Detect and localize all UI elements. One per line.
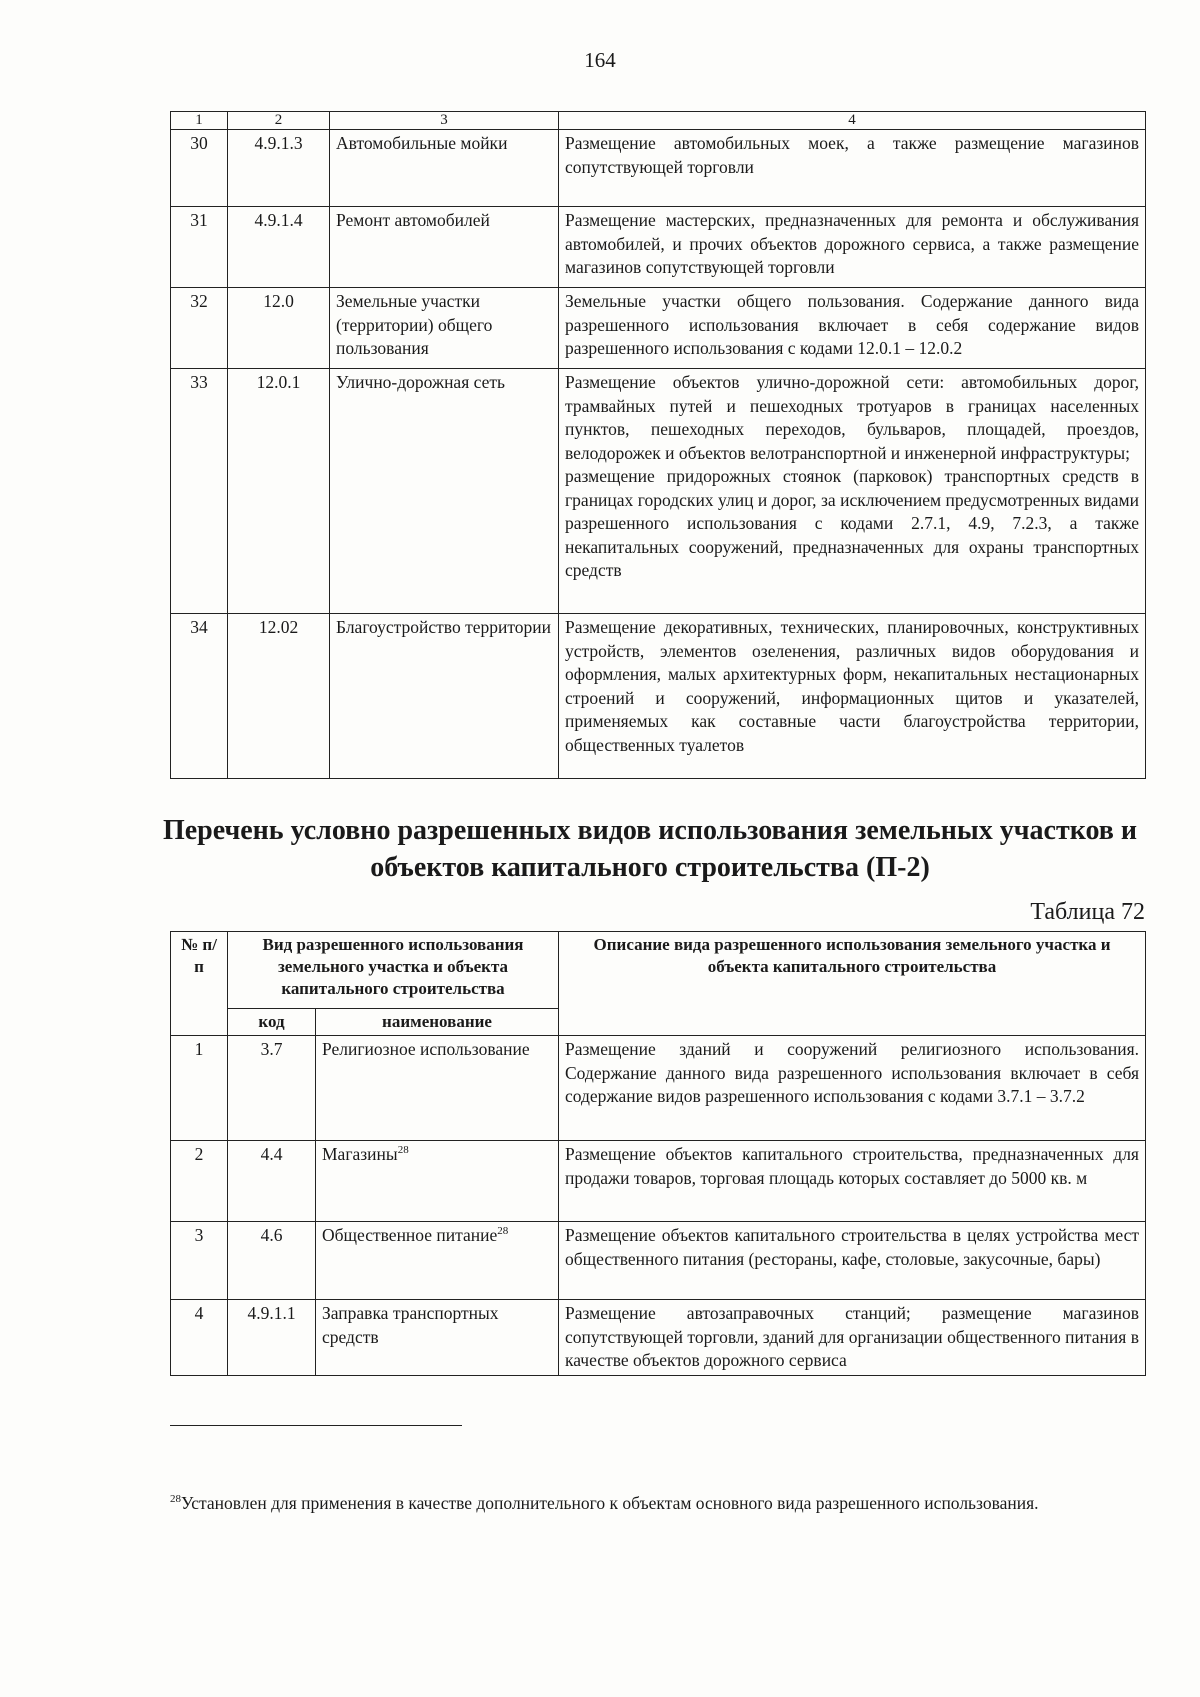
- row-code: 4.9.1.3: [228, 130, 330, 207]
- column-number: 1: [171, 112, 228, 130]
- table-row: [171, 614, 1146, 779]
- row-description: Земельные участки общего пользования. Содержание данного вида разрешенного использования включает в себя содержание видов разрешенного использования с кодами 12.0.1 – 12.0.2: [559, 288, 1146, 369]
- column-number: 4: [559, 112, 1146, 130]
- row-name: [316, 1222, 559, 1300]
- row-number: 32: [171, 288, 228, 369]
- row-number: 4: [171, 1300, 228, 1376]
- row-name: Автомобильные мойки: [330, 130, 559, 207]
- header-kind: Вид разрешенного использования земельного участка и объекта капитального строительства: [228, 932, 559, 1009]
- row-name: Благоустройство территории: [330, 614, 559, 779]
- footnote: [170, 1491, 1145, 1515]
- column-number-row: [171, 112, 1146, 130]
- table-row: [171, 1141, 1146, 1222]
- row-description: [559, 369, 1146, 614]
- header-name: наименование: [316, 1009, 559, 1036]
- row-code: 3.7: [228, 1036, 316, 1141]
- row-name-text: Общественное питание: [322, 1225, 498, 1245]
- table-row: [171, 288, 1146, 369]
- row-description: Размещение объектов капитального строительства в целях устройства мест общественного питания (рестораны, кафе, столовые, закусочные, бары): [559, 1222, 1146, 1300]
- row-number: 31: [171, 207, 228, 288]
- row-description: Размещение автомобильных моек, а также размещение магазинов сопутствующей торговли: [559, 130, 1146, 207]
- row-description: Размещение зданий и сооружений религиозного использования. Содержание данного вида разрешенного использования включает в себя содержание видов разрешенного использования с кодами 3.7.1 – 3.7.2: [559, 1036, 1146, 1141]
- row-description-part: Размещение объектов улично-дорожной сети: автомобильных дорог, трамвайных путей и пешеходных тротуаров в границах населенных пунктов, пешеходных переходов, бульваров, площадей, проездов, велодорожек и объектов велотранспортной и инженерной инфраструктуры;: [565, 372, 1139, 463]
- table-row: [171, 207, 1146, 288]
- page-number: 164: [584, 48, 616, 72]
- row-name: [316, 1036, 559, 1141]
- header-description: Описание вида разрешенного использования земельного участка и объекта капитального строительства: [559, 932, 1146, 1036]
- table-row: [171, 369, 1146, 614]
- section-title: Перечень условно разрешенных видов использования земельных участков и объектов капитального строительства (П-2): [162, 815, 1138, 883]
- row-name: Ремонт автомобилей: [330, 207, 559, 288]
- row-number: 1: [171, 1036, 228, 1141]
- row-name-text: Магазины: [322, 1144, 398, 1164]
- row-code: 12.0: [228, 288, 330, 369]
- continued-table: [170, 111, 1146, 779]
- footnote-text: Установлен для применения в качестве дополнительного к объектам основного вида разрешенного использования.: [181, 1493, 1039, 1513]
- footnote-ref: 28: [497, 1225, 509, 1238]
- row-code: 4.6: [228, 1222, 316, 1300]
- row-number: 2: [171, 1141, 228, 1222]
- row-name: [316, 1141, 559, 1222]
- row-name: Улично-дорожная сеть: [330, 369, 559, 614]
- table-row: [171, 130, 1146, 207]
- header-number: № п/п: [171, 932, 228, 1036]
- table-header-row: [171, 932, 1146, 1009]
- row-number: 3: [171, 1222, 228, 1300]
- row-number: 34: [171, 614, 228, 779]
- conditional-uses-table: [170, 931, 1146, 1376]
- row-description: Размещение автозаправочных станций; размещение магазинов сопутствующей торговли, зданий для организации общественного питания в качестве объектов дорожного сервиса: [559, 1300, 1146, 1376]
- row-code: 12.0.1: [228, 369, 330, 614]
- row-description: Размещение декоративных, технических, планировочных, конструктивных устройств, элементов озеленения, различных видов оборудования и оформления, малых архитектурных форм, некапитальных нестационарных строений и сооружений, информационных щитов и указателей, применяемых как составные части благоустройства территории, общественных туалетов: [559, 614, 1146, 779]
- footnote-separator: [170, 1425, 462, 1426]
- row-code: 4.4: [228, 1141, 316, 1222]
- row-number: 30: [171, 130, 228, 207]
- column-number: 3: [330, 112, 559, 130]
- table-row: [171, 1036, 1146, 1141]
- footnote-ref: 28: [397, 1144, 409, 1157]
- row-code: 4.9.1.4: [228, 207, 330, 288]
- row-description: Размещение мастерских, предназначенных для ремонта и обслуживания автомобилей, и прочих объектов дорожного сервиса, а также размещение магазинов сопутствующей торговли: [559, 207, 1146, 288]
- column-number: 2: [228, 112, 330, 130]
- table-label: Таблица 72: [1030, 899, 1145, 925]
- footnote-marker: 28: [170, 1493, 181, 1506]
- table-row: [171, 1222, 1146, 1300]
- row-name: Земельные участки (территории) общего пользования: [330, 288, 559, 369]
- row-description-part: размещение придорожных стоянок (парковок) транспортных средств в границах городских улиц и дорог, за исключением предусмотренных видами разрешенного использования с кодами 2.7.1, 4.9, 7.2.3, а также некапитальных сооружений, предназначенных для охраны транспортных средств: [565, 466, 1139, 580]
- header-code: код: [228, 1009, 316, 1036]
- row-code: 12.02: [228, 614, 330, 779]
- row-name-text: Религиозное использование: [322, 1039, 530, 1059]
- row-name: [316, 1300, 559, 1376]
- row-code: 4.9.1.1: [228, 1300, 316, 1376]
- row-description: Размещение объектов капитального строительства, предназначенных для продажи товаров, торговая площадь которых составляет до 5000 кв. м: [559, 1141, 1146, 1222]
- row-name-text: Заправка транспортных средств: [322, 1303, 499, 1347]
- row-number: 33: [171, 369, 228, 614]
- table-row: [171, 1300, 1146, 1376]
